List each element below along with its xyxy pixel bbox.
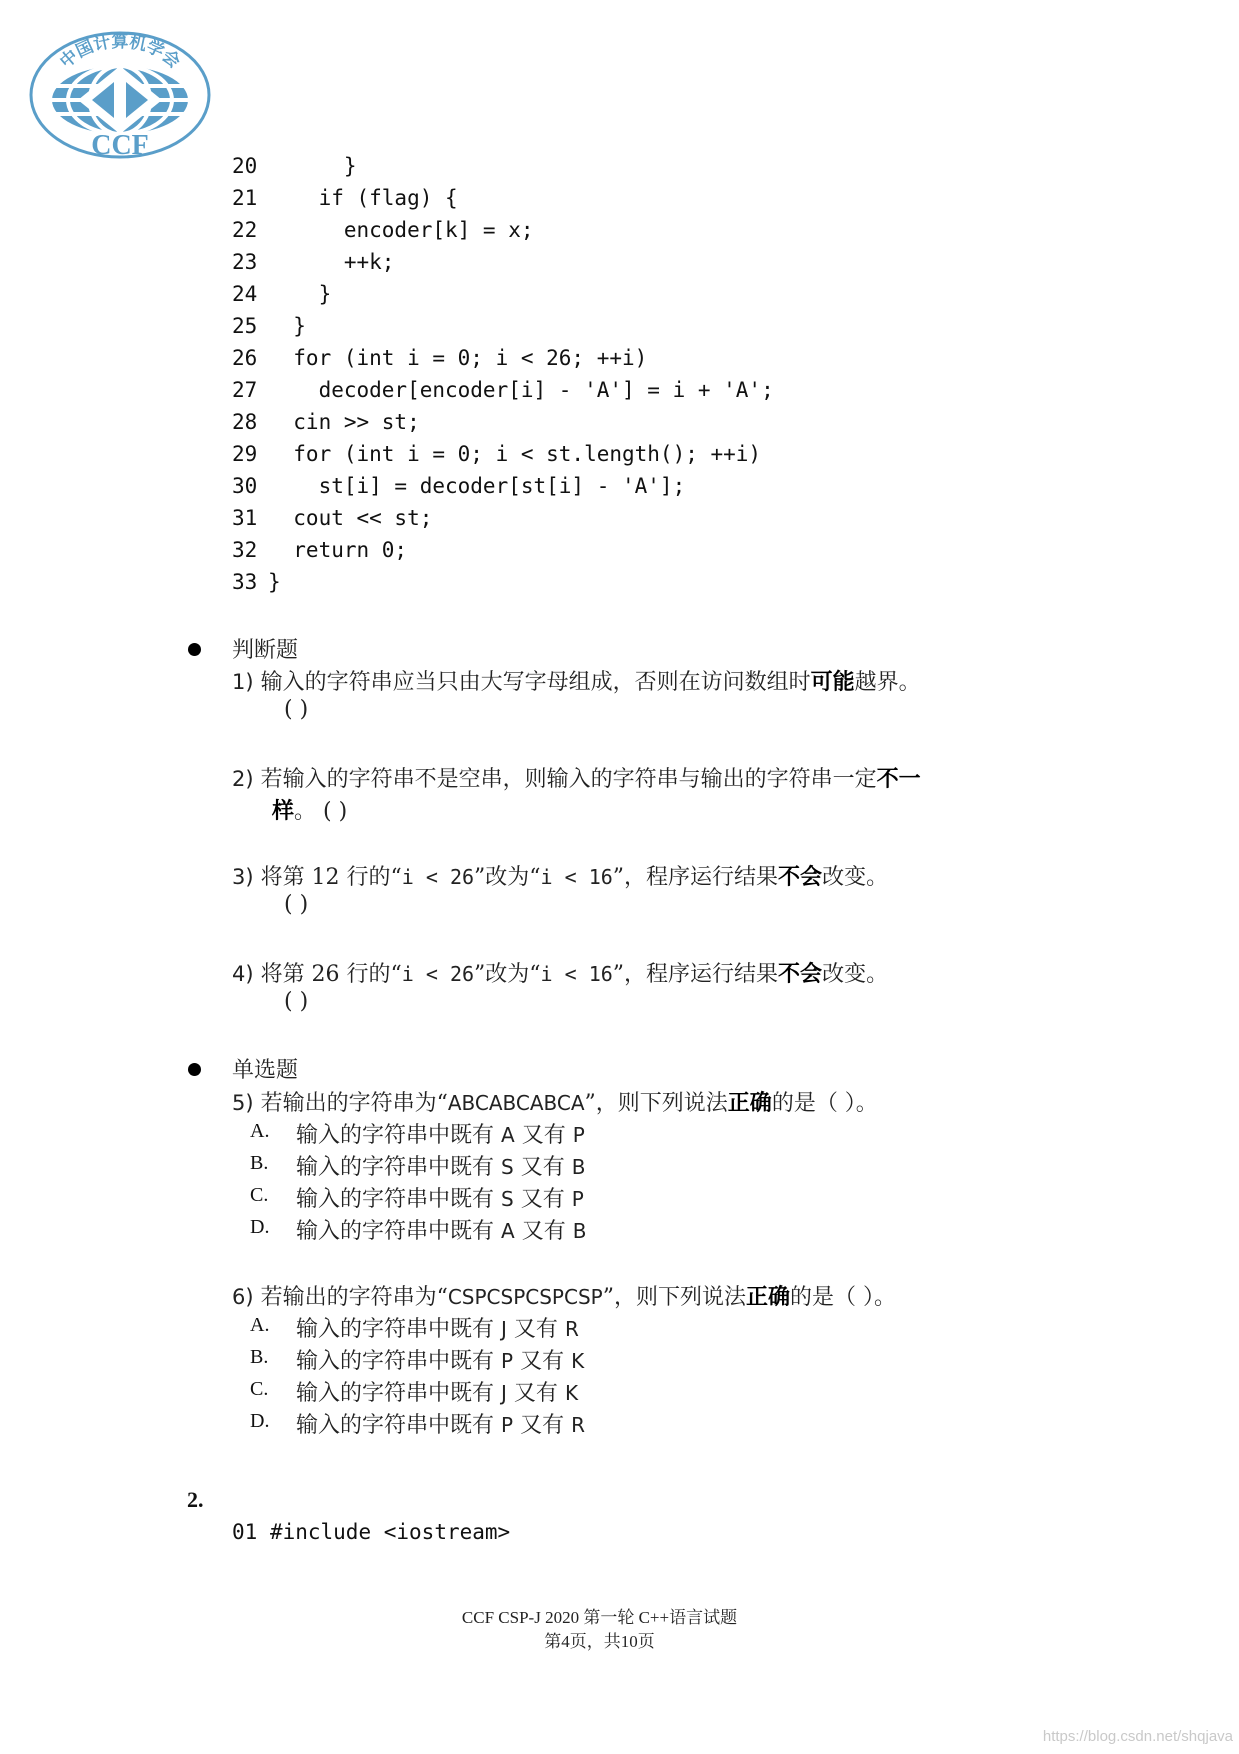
code-line: 22 encoder[k] = x;: [232, 218, 534, 242]
question-6: 6) 若输出的字符串为“CSPCSPCSPCSP”，则下列说法正确的是（ ）。: [232, 1285, 896, 1310]
answer-blank-3[interactable]: ( ): [284, 892, 309, 917]
code-block: [232, 150, 774, 594]
code-line: 28 cin >> st;: [232, 410, 420, 434]
footer-title: CCF CSP-J 2020 第一轮 C++语言试题: [461, 1608, 738, 1627]
code-line: 32 return 0;: [232, 538, 408, 562]
logo-text-bottom: CCF: [91, 130, 149, 160]
section-2-label: 2.: [187, 1487, 204, 1512]
code-line: 31 cout << st;: [232, 506, 433, 530]
section-heading-true-false: 判断题: [232, 638, 299, 663]
code-line: 33 }: [232, 570, 281, 594]
section-heading-single-choice: 单选题: [232, 1058, 299, 1083]
bullet-icon: [188, 643, 201, 656]
ccf-logo: [28, 30, 212, 160]
code-block-2: [232, 1516, 511, 1564]
footer-page-number: 第4页，共10页: [544, 1632, 655, 1651]
code-line: 26 for (int i = 0; i < 26; ++i): [232, 346, 648, 370]
logo-text-top: 中国计算机学会: [56, 32, 184, 73]
question-1: 1) 输入的字符串应当只由大写字母组成，否则在访问数组时可能越界。: [232, 670, 921, 695]
question-4: 4) 将第 26 行的“i < 26”改为“i < 16”，程序运行结果不会改变。: [232, 962, 889, 987]
answer-blank-1[interactable]: ( ): [284, 697, 309, 722]
code-line: 25 }: [232, 314, 306, 338]
answer-blank-4[interactable]: ( ): [284, 989, 309, 1014]
answer-blank-2[interactable]: 。 ( ): [294, 799, 348, 824]
question-3: 3) 将第 12 行的“i < 26”改为“i < 16”，程序运行结果不会改变。: [232, 865, 889, 890]
code-line: 21 if (flag) {: [232, 186, 458, 210]
bullet-icon: [188, 1063, 201, 1076]
code-line: 27 decoder[encoder[i] - 'A'] = i + 'A';: [232, 378, 774, 402]
code-line: 01 #include <iostream>: [232, 1520, 511, 1544]
code-line: 30 st[i] = decoder[st[i] - 'A'];: [232, 474, 686, 498]
code-line: 20 }: [232, 154, 357, 178]
code-line: 29 for (int i = 0; i < st.length(); ++i): [232, 442, 762, 466]
code-line: 24 }: [232, 282, 332, 306]
code-line: 23 ++k;: [232, 250, 395, 274]
question-5: 5) 若输出的字符串为“ABCABCABCA”，则下列说法正确的是（ ）。: [232, 1091, 878, 1116]
question-2: 2) 若输入的字符串不是空串，则输入的字符串与输出的字符串一定不一: [232, 767, 921, 792]
question-2-cont: 样。 ( ): [272, 799, 348, 824]
watermark: https://blog.csdn.net/shqjava: [1042, 1728, 1233, 1745]
